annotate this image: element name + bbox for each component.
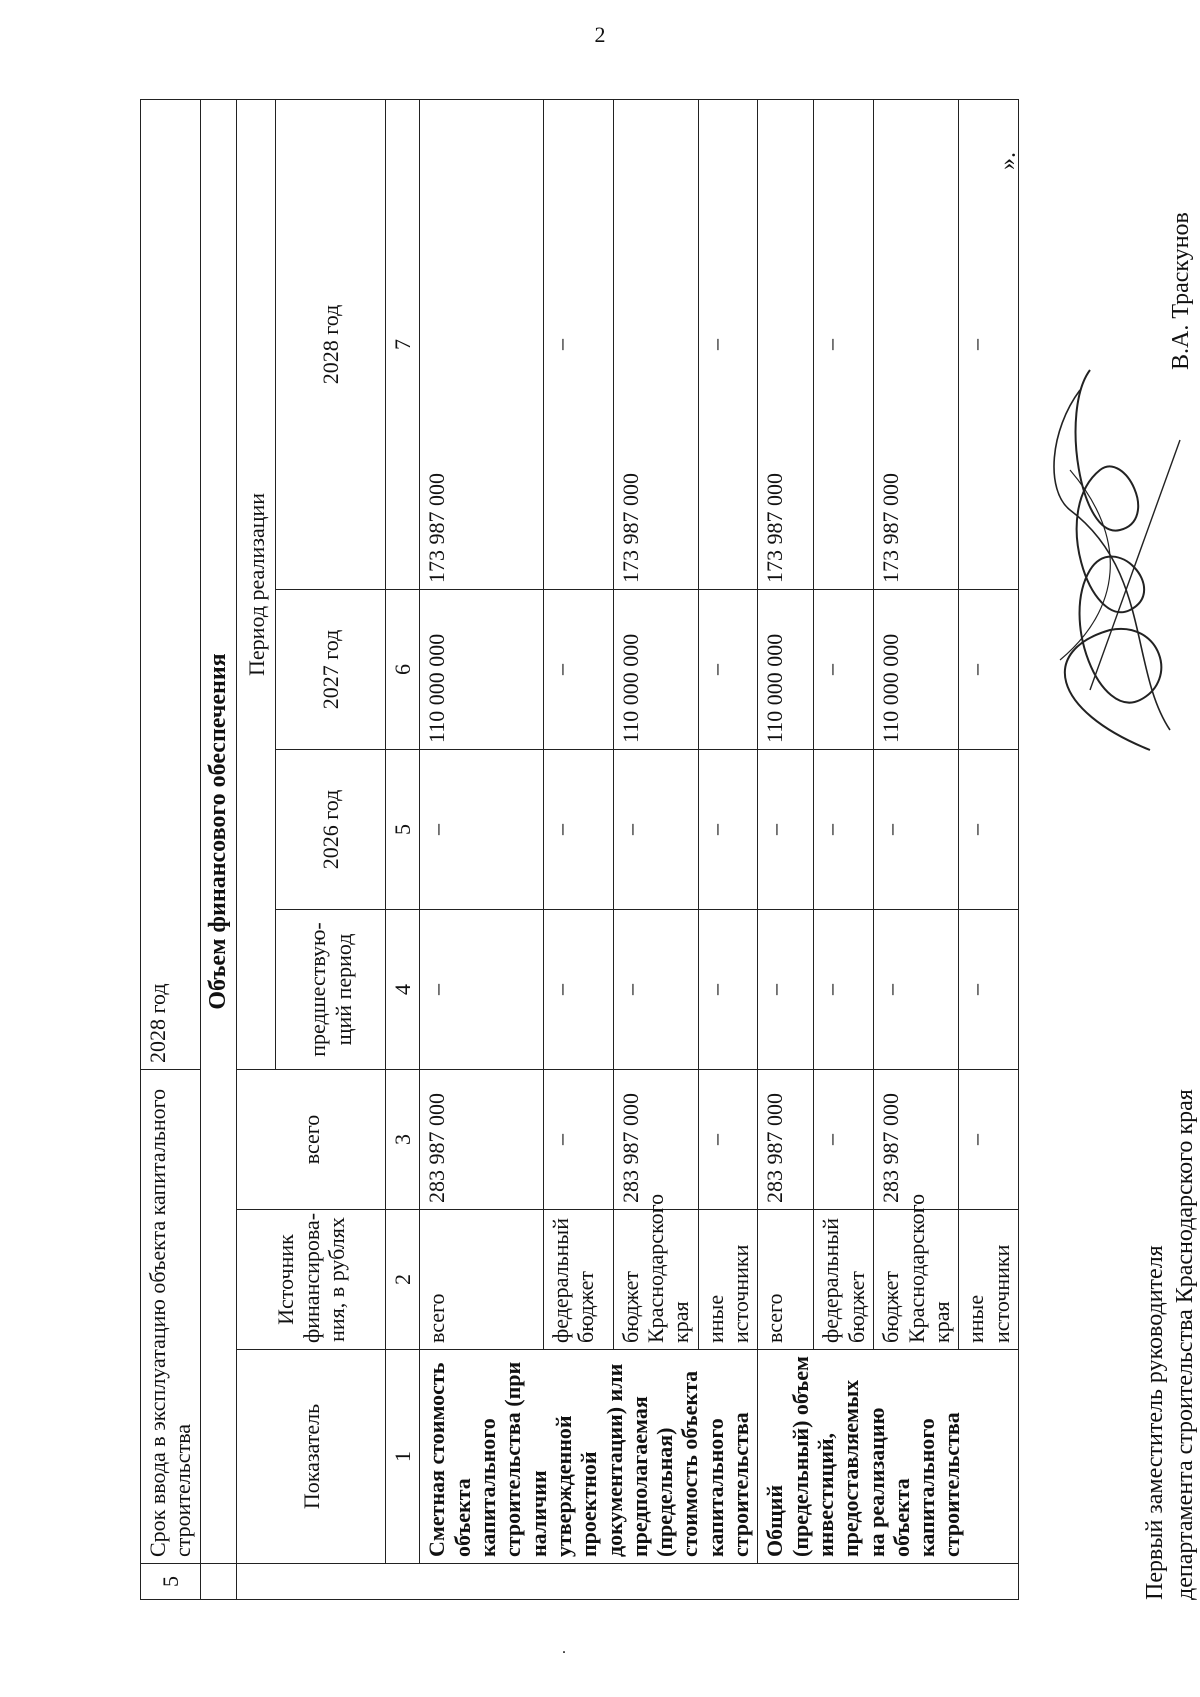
- column-numbers-row: [386, 99, 420, 1599]
- header-2027: 2027 год: [276, 589, 386, 749]
- header-period: Период реализации: [237, 99, 276, 1069]
- previous-cell: –: [758, 909, 814, 1069]
- table-row: [420, 99, 543, 1599]
- y2026-cell: –: [420, 749, 543, 909]
- source-cell: иные источники: [698, 1210, 758, 1350]
- y2027-cell: –: [543, 589, 613, 749]
- previous-cell: –: [874, 909, 959, 1069]
- source-cell: бюджет Краснодарского края: [613, 1210, 698, 1350]
- header-2028: 2028 год: [276, 99, 386, 589]
- y2026-cell: –: [543, 749, 613, 909]
- left-margin-cell: [237, 1564, 1019, 1600]
- col-number: 3: [386, 1069, 420, 1209]
- y2028-cell: –: [814, 99, 874, 589]
- stray-mark: .: [562, 1640, 566, 1657]
- signature-image: [1030, 350, 1190, 770]
- y2028-cell: 173 987 000: [758, 99, 814, 589]
- indicator-cell: Общий (предельный) объем инвестиций, предоставляемых на реализацию объекта капитального строительства: [758, 1350, 1018, 1564]
- y2027-cell: –: [814, 589, 874, 749]
- y2027-cell: 110 000 000: [613, 589, 698, 749]
- commissioning-label: Срок ввода в эксплуатацию объекта капитального строительства: [141, 1069, 201, 1563]
- source-cell: федеральный бюджет: [814, 1210, 874, 1350]
- col-number: 7: [386, 99, 420, 589]
- y2028-cell: –: [698, 99, 758, 589]
- commissioning-value: 2028 год: [141, 99, 201, 1069]
- y2026-cell: –: [814, 749, 874, 909]
- total-cell: –: [698, 1069, 758, 1209]
- previous-cell: –: [543, 909, 613, 1069]
- rotated-sheet: [140, 100, 1198, 1600]
- page-number: 2: [594, 22, 606, 47]
- section-title: Объем финансового обеспечения: [200, 99, 237, 1563]
- source-cell: федеральный бюджет: [543, 1210, 613, 1350]
- source-cell: всего: [420, 1210, 543, 1350]
- total-cell: 283 987 000: [874, 1069, 959, 1209]
- y2027-cell: 110 000 000: [874, 589, 959, 749]
- signer-title: [1140, 1089, 1200, 1600]
- col-number: 2: [386, 1210, 420, 1350]
- header-previous: предшествую-щий период: [276, 909, 386, 1069]
- previous-cell: –: [959, 909, 1019, 1069]
- total-cell: –: [543, 1069, 613, 1209]
- y2026-cell: –: [959, 749, 1019, 909]
- source-cell: иные источники: [959, 1210, 1019, 1350]
- col-number: 1: [386, 1350, 420, 1564]
- header-indicator: Показатель: [237, 1350, 386, 1564]
- total-cell: 283 987 000: [420, 1069, 543, 1209]
- y2026-cell: –: [698, 749, 758, 909]
- total-cell: –: [814, 1069, 874, 1209]
- table-row: [758, 99, 814, 1599]
- financing-table: [140, 99, 1019, 1600]
- previous-cell: –: [814, 909, 874, 1069]
- y2026-cell: –: [613, 749, 698, 909]
- total-cell: 283 987 000: [613, 1069, 698, 1209]
- y2028-cell: 173 987 000: [613, 99, 698, 589]
- y2027-cell: 110 000 000: [758, 589, 814, 749]
- previous-cell: –: [613, 909, 698, 1069]
- header-2026: 2026 год: [276, 749, 386, 909]
- col-number: 4: [386, 909, 420, 1069]
- row-number: 5: [141, 1564, 201, 1600]
- y2026-cell: –: [874, 749, 959, 909]
- total-cell: 283 987 000: [758, 1069, 814, 1209]
- header-total: всего: [237, 1069, 386, 1209]
- signer-name: В.А. Траскунов: [1168, 212, 1194, 370]
- previous-cell: –: [420, 909, 543, 1069]
- y2028-cell: 173 987 000: [874, 99, 959, 589]
- indicator-cell: Сметная стоимость объекта капитального строительства (при наличии утвержденной проектной документации) или предполагаемая (предельная) стоимость объекта капитального строительства: [420, 1350, 758, 1564]
- header-source: Источник финансирова-ния, в рублях: [237, 1210, 386, 1350]
- closing-quote: ».: [995, 152, 1021, 170]
- y2028-cell: 173 987 000: [420, 99, 543, 589]
- source-cell: всего: [758, 1210, 814, 1350]
- y2027-cell: 110 000 000: [420, 589, 543, 749]
- col-number: 5: [386, 749, 420, 909]
- y2027-cell: –: [698, 589, 758, 749]
- signer-title-line: департамента строительства Краснодарского края: [1172, 1089, 1198, 1600]
- y2028-cell: –: [959, 99, 1019, 589]
- y2028-cell: –: [543, 99, 613, 589]
- total-cell: –: [959, 1069, 1019, 1209]
- col-number: 6: [386, 589, 420, 749]
- previous-cell: –: [698, 909, 758, 1069]
- signer-title-line: Первый заместитель руководителя: [1142, 1245, 1168, 1600]
- y2026-cell: –: [758, 749, 814, 909]
- source-cell: бюджет Краснодарского края: [874, 1210, 959, 1350]
- commissioning-row: [141, 99, 201, 1599]
- y2027-cell: –: [959, 589, 1019, 749]
